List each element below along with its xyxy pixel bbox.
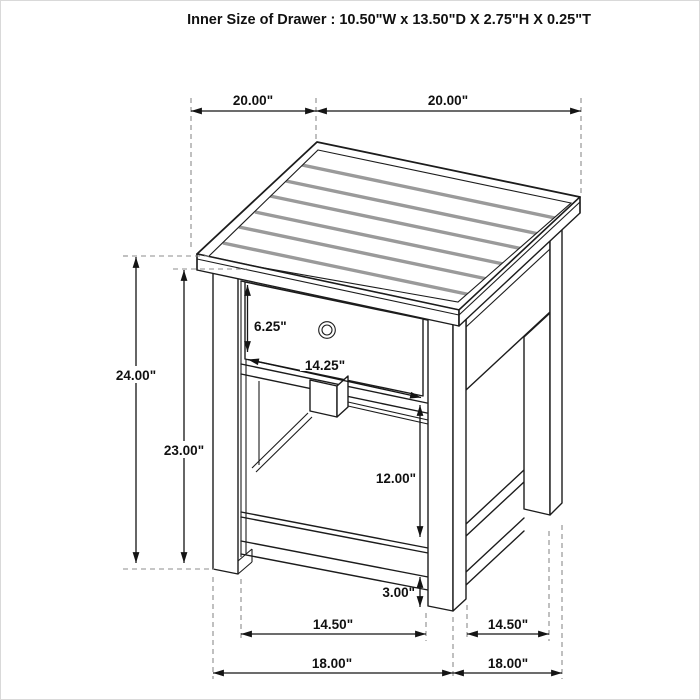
dim-label-top-depth: 20.00" bbox=[232, 93, 274, 108]
end-table-dimension-diagram bbox=[1, 1, 700, 700]
front-left-leg bbox=[213, 273, 238, 574]
center-support-front bbox=[310, 380, 337, 417]
drawer-inner-size-title: Inner Size of Drawer : 10.50"W x 13.50"D X 2.75"H X 0.25"T bbox=[187, 12, 591, 28]
dim-label-shelf-clearance: 12.00" bbox=[375, 471, 416, 486]
dim-leg-span-front bbox=[241, 617, 426, 634]
dim-label-height-under-top: 23.00" bbox=[163, 443, 205, 458]
dim-label-height-total: 24.00" bbox=[115, 368, 157, 383]
dim-base-front bbox=[213, 656, 453, 673]
dim-top-depth bbox=[191, 93, 316, 111]
dim-height-total bbox=[108, 257, 164, 563]
dim-leg-span-side bbox=[467, 617, 549, 634]
dim-label-drawer-width: 14.25" bbox=[304, 358, 346, 373]
table-drawing bbox=[197, 142, 580, 611]
front-right-leg bbox=[428, 319, 453, 611]
dim-label-base-side: 18.00" bbox=[487, 656, 529, 671]
dim-top-width bbox=[316, 93, 581, 111]
dim-bottom-rail-height bbox=[382, 577, 420, 607]
side-shelf-edge bbox=[466, 470, 524, 524]
center-support-side bbox=[337, 376, 348, 417]
rear-right-leg-side bbox=[550, 227, 562, 515]
front-right-leg-side bbox=[453, 312, 466, 611]
dim-label-leg-span-front: 14.50" bbox=[312, 617, 354, 632]
dim-shelf-clearance bbox=[376, 405, 420, 537]
dim-label-top-width: 20.00" bbox=[427, 93, 469, 108]
dim-label-leg-span-side: 14.50" bbox=[487, 617, 529, 632]
dim-base-side bbox=[453, 656, 562, 673]
dim-label-bottom-rail-height: 3.00" bbox=[382, 585, 415, 600]
rear-right-leg-front bbox=[524, 313, 550, 515]
inner-corner-edge bbox=[252, 413, 308, 468]
dim-label-base-front: 18.00" bbox=[311, 656, 353, 671]
dim-height-under-top bbox=[156, 270, 212, 563]
dim-label-drawer-height: 6.25" bbox=[254, 319, 287, 334]
shelf-front-edge bbox=[241, 512, 428, 548]
side-bottom-rail bbox=[466, 518, 524, 572]
